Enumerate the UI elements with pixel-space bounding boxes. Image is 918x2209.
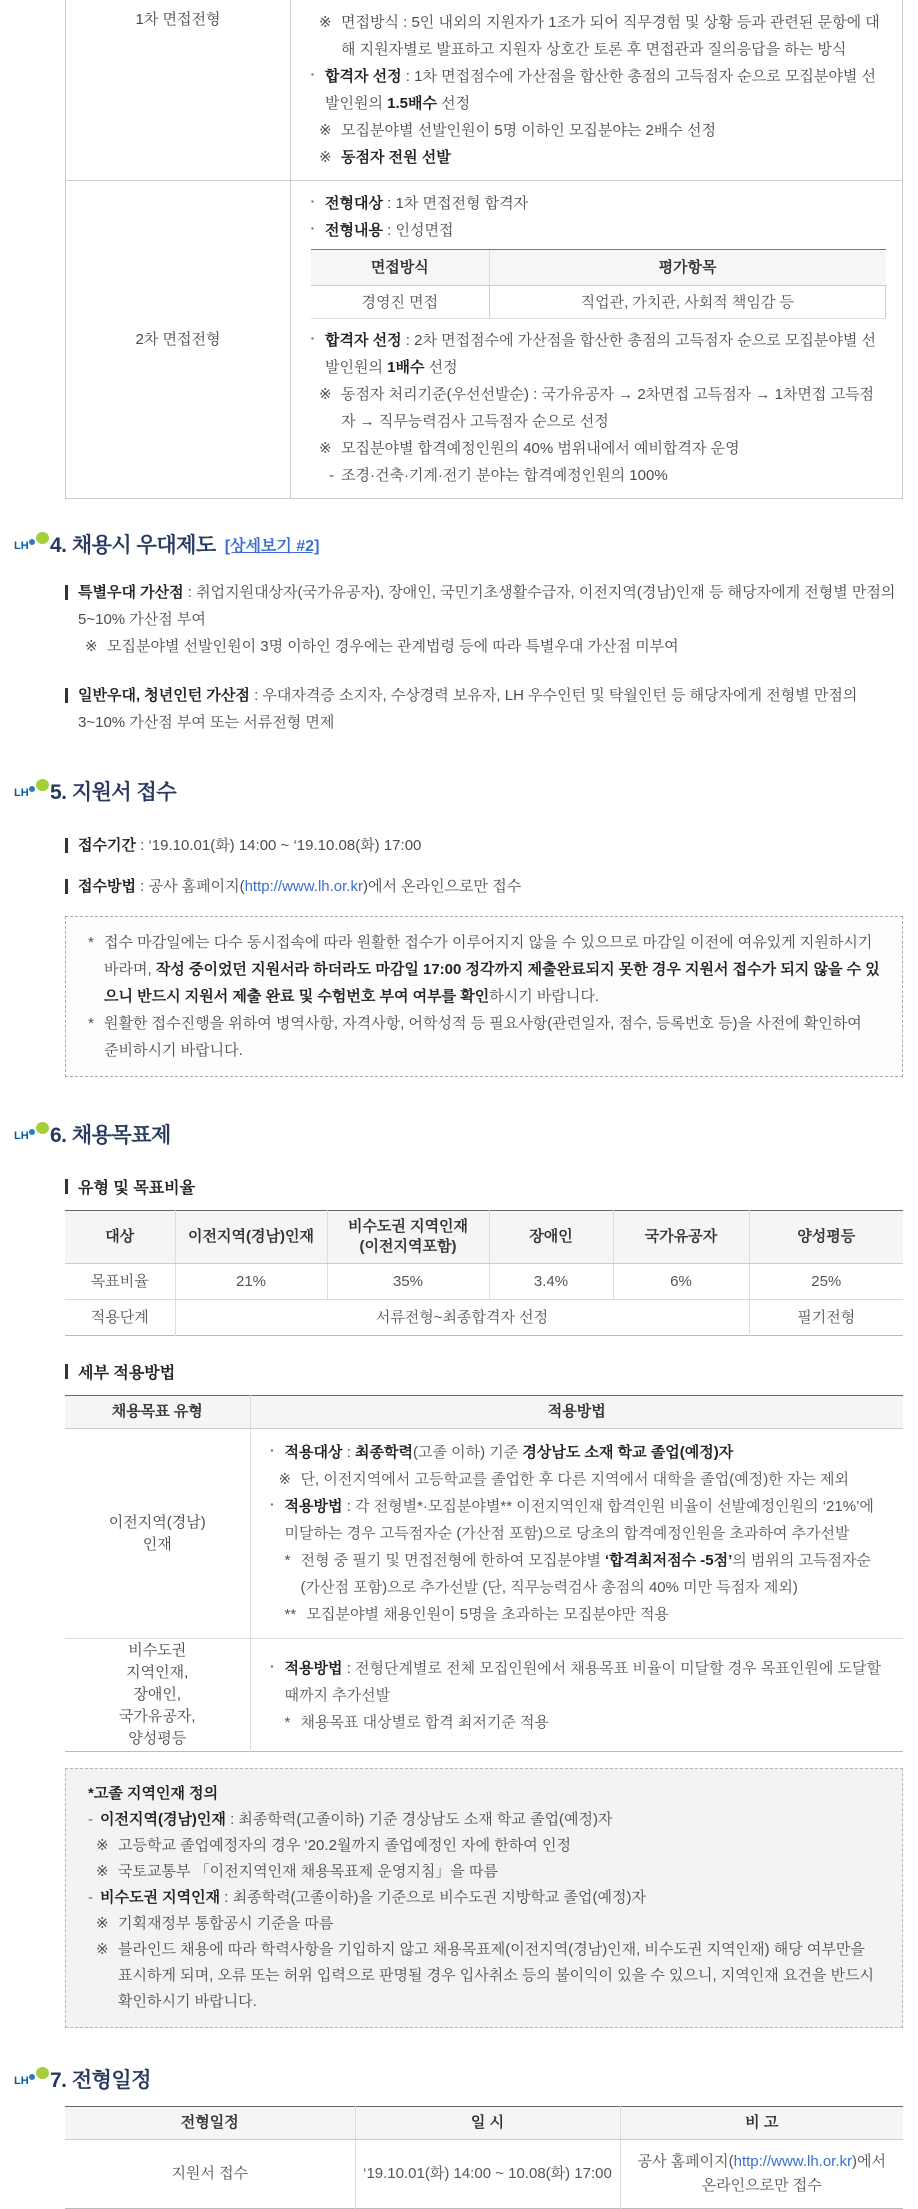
table-header-row (65, 1396, 903, 1429)
bullet-text: : 1차 면접점수에 가산점을 합산한 총점의 고득점자 순으로 모집분야별 선발인원의 (325, 68, 877, 112)
note-text: 동점자 처리기준(우선선발순) : 국가유공자 → 2차면접 고득점자 → 1차면접 고득점자 → 직무능력검사 고득점자 순으로 선정 (341, 386, 875, 430)
note-line (279, 1466, 890, 1493)
table-row (65, 2140, 903, 2209)
table-cell: 21% (175, 1264, 327, 1300)
column-header: 전형일정 (65, 2107, 355, 2140)
bullet-line (271, 1439, 890, 1466)
note-text: 기획재정부 통합공시 기준을 따름 (118, 1915, 334, 1932)
stage-content-2nd-interview (291, 181, 903, 499)
ratio-table (65, 1210, 903, 1336)
section-heading-7 (14, 2064, 918, 2096)
schedule-table (65, 2106, 903, 2209)
label-line: 양성평등 (128, 1730, 187, 1747)
note-line (96, 1833, 880, 1859)
reference-mark: ※ (319, 122, 332, 139)
bullet-text: : 1차 면접전형 합격자 (382, 195, 529, 212)
homepage-link[interactable]: http://www.lh.or.kr (244, 878, 363, 895)
remark-line: 온라인으로만 접수 (701, 2177, 822, 2194)
lh-logo-text: LH (14, 787, 29, 799)
bar-label-line (65, 682, 903, 736)
table-cell-span: 서류전형~최종합격자 선정 (175, 1300, 749, 1336)
lh-logo-icon (14, 531, 50, 561)
reference-mark: ※ (319, 386, 332, 403)
interview-stage-table (65, 0, 903, 499)
section-title: 5. 지원서 접수 (50, 781, 177, 804)
note-text: 국토교통부 「이전지역인재 채용목표제 운영지침」을 따름 (118, 1863, 498, 1880)
column-header: 이전지역(경남)인재 (175, 1211, 327, 1264)
schedule-date-cell: ‘19.10.01(화) 14:00 ~ 10.08(화) 17:00 (355, 2140, 620, 2209)
note-line (96, 1911, 880, 1937)
table-cell: 35% (327, 1264, 489, 1300)
bullet-icon: ▪ (311, 334, 314, 343)
table-cell: 경영진 면접 (311, 286, 489, 319)
bullet-text: (고졸 이하) 기준 (412, 1444, 523, 1461)
note-line (319, 117, 886, 144)
label-line: 이전지역(경남) (108, 1513, 206, 1531)
table-header-row (65, 2107, 903, 2140)
lh-logo-green-dot (36, 2067, 49, 2079)
note-text: 의 범위의 고득점자순(가산점 포함)으로 추가선발 (단, 직무능력검사 총점의 40% 미만 득점자 제외) (300, 1552, 872, 1596)
lh-logo-blue-dot (29, 2074, 35, 2080)
lh-logo-green-dot (36, 532, 49, 544)
reference-mark: ※ (96, 1837, 109, 1854)
bullet-icon: ▪ (270, 1500, 274, 1509)
note-text: 모집분야별 선발인원이 3명 이하인 경우에는 관계법령 등에 따라 특별우대 가산점 미부여 (107, 638, 679, 655)
definition-title: *고졸 지역인재 정의 (88, 1785, 219, 1802)
method-content (250, 1429, 903, 1639)
note-line (319, 144, 886, 171)
bar-label: 일반우대, 청년인턴 가산점 (78, 687, 250, 704)
notice-text: 원활한 접수진행을 위하여 병역사항, 자격사항, 어학성적 등 필요사항(관련일자, 점수, 등록번호 등)을 사전에 확인하여 준비하시기 바랍니다. (104, 1015, 862, 1059)
application-period-block (65, 832, 903, 859)
reference-mark: ※ (319, 440, 332, 457)
bold-text: 1.5배수 (387, 95, 437, 112)
column-header: 대상 (65, 1211, 175, 1264)
table-row (66, 181, 903, 499)
row-label: 적용단계 (90, 1309, 149, 1326)
note-text: 고등학교 졸업예정자의 경우 ‘20.2월까지 졸업예정인 자에 한하여 인정 (118, 1837, 571, 1854)
bullet-lead: 적용방법 (284, 1498, 343, 1515)
reference-mark: ※ (85, 638, 98, 655)
reference-mark: ※ (96, 1915, 109, 1932)
bold-text: 최종학력 (354, 1444, 413, 1461)
dash-line (88, 1885, 880, 1911)
lh-logo-blue-dot (29, 786, 35, 792)
label-line: 장애인, (133, 1686, 182, 1703)
column-header: 비 고 (620, 2107, 903, 2140)
table-cell: 25% (749, 1264, 903, 1300)
row-label-other-targets (65, 1639, 250, 1752)
table-row (65, 1639, 903, 1752)
lh-logo-icon (14, 1121, 50, 1151)
homepage-link[interactable]: http://www.lh.or.kr (733, 2153, 852, 2170)
notice-text: 하시기 바랍니다. (489, 988, 600, 1005)
regional-talent-definition-box (65, 1768, 903, 2028)
section-title: 6. 채용목표제 (50, 1124, 171, 1147)
bullet-text: : (342, 1444, 355, 1461)
bar-label-line (65, 832, 903, 859)
table-row (66, 0, 903, 181)
bullet-line (271, 1655, 890, 1709)
note-line (85, 633, 903, 660)
stage-label-2nd-interview: 2차 면접전형 (66, 181, 291, 499)
header-line: 비수도권 지역인재 (347, 1218, 469, 1235)
remark-text: )에서 (852, 2153, 886, 2170)
bar-label-rest: : 취업지원대상자(국가유공자), 장애인, 국민기초생활수급자, 이전지역(경남)인재 등 해당자에게 전형별 만점의 5~10% 가산점 부여 (78, 584, 896, 628)
column-header: 장애인 (489, 1211, 613, 1264)
double-star-note-line (285, 1601, 890, 1628)
bullet-line (271, 1493, 890, 1547)
note-text: 면접방식 : 5인 내외의 지원자가 1조가 되어 직무경험 및 상황 등과 관련된 문항에 대해 지원자별로 발표하고 지원자 상호간 토론 후 면접관과 질의응답을 하는 방식 (341, 14, 880, 58)
note-text: 단, 이전지역에서 고등학교를 졸업한 후 다른 지역에서 대학을 졸업(예정)한 자는 제외 (300, 1471, 849, 1488)
lh-logo-text: LH (14, 2075, 29, 2087)
bullet-text: : 2차 면접점수에 가산점을 합산한 총점의 고득점자 순으로 모집분야별 선발인원의 (325, 332, 877, 376)
bullet-line (311, 190, 886, 217)
bullet-lead: 전형대상 (325, 195, 383, 212)
table-header-row (65, 1211, 903, 1264)
bullet-icon: ▪ (270, 1446, 274, 1455)
note-text: 모집분야별 선발인원이 5명 이하인 모집분야는 2배수 선정 (341, 122, 716, 139)
note-line (319, 435, 886, 462)
note-text: 모집분야별 채용인원이 5명을 초과하는 모집분야만 적용 (306, 1606, 669, 1623)
detail-view-link[interactable]: [상세보기 #2] (224, 538, 320, 555)
lh-logo-text: LH (14, 540, 29, 552)
row-label: 목표비율 (65, 1264, 175, 1300)
table-row (65, 1429, 903, 1639)
bullet-text: : 인성면접 (382, 222, 454, 239)
star-note-line (285, 1709, 890, 1736)
lh-logo-icon (14, 2066, 50, 2096)
definition-lead: 이전지역(경남)인재 (100, 1811, 226, 1828)
row-label-relocation-region (65, 1429, 250, 1639)
dash-line (329, 462, 886, 489)
column-header: 면접방식 (311, 250, 489, 286)
lh-logo-text: LH (14, 1130, 29, 1142)
bullet-line (311, 63, 886, 117)
table-row (311, 286, 886, 319)
notice-text: 접수 마감일에는 다수 동시접속에 따라 원활한 접수가 이루어지지 않을 수 있으므로 마감일 이전에 여유있게 지원하시기 바라며, (104, 934, 873, 978)
dash-mark: - (88, 1889, 93, 1906)
bullet-text: 선정 (424, 359, 458, 376)
section-title: 7. 전형일정 (50, 2069, 151, 2092)
table-header-row (311, 250, 886, 286)
bullet-text: 선정 (436, 95, 471, 112)
bullet-lead: 적용대상 (284, 1444, 343, 1461)
interview-method-table (311, 249, 886, 319)
label-line: 국가유공자, (118, 1708, 196, 1725)
bullet-lead: 전형내용 (325, 222, 383, 239)
dash-text: 조경·건축·기계·전기 분야는 합격예정인원의 100% (341, 467, 668, 484)
column-header: 평가항목 (489, 250, 885, 286)
definition-text: : 최종학력(고졸이하)을 기준으로 비수도권 지방학교 졸업(예정)자 (220, 1889, 646, 1906)
schedule-remark-cell (620, 2140, 903, 2209)
dash-line (88, 1807, 880, 1833)
reference-mark: ※ (319, 149, 332, 166)
bullet-icon: ▪ (311, 70, 314, 79)
column-header: 국가유공자 (613, 1211, 749, 1264)
dash-mark: - (329, 467, 334, 484)
application-notice-box (65, 916, 903, 1077)
bar-label: 접수기간 (78, 837, 136, 854)
column-header: 양성평등 (749, 1211, 903, 1264)
bar-label: 특별우대 가산점 (78, 584, 184, 601)
method-text: : 공사 홈페이지( (135, 878, 245, 895)
bullet-icon: ▪ (311, 224, 314, 233)
table-cell: 필기전형 (749, 1300, 903, 1336)
note-text: 모집분야별 합격예정인원의 40% 범위내에서 예비합격자 운영 (341, 440, 740, 457)
definition-lead: 비수도권 지역인재 (100, 1889, 221, 1906)
note-line (319, 381, 886, 435)
star-note-line (285, 1547, 890, 1601)
definition-text: : 최종학력(고졸이하) 기준 경상남도 소재 학교 졸업(예정)자 (225, 1811, 613, 1828)
subsection-title-ratio: 유형 및 목표비율 (65, 1175, 918, 1202)
asterisk-mark: * (88, 934, 94, 951)
bullet-lead: 적용방법 (284, 1659, 343, 1677)
column-header: 적용방법 (250, 1396, 903, 1429)
note-line (319, 9, 886, 63)
header-line: (이전지역포함) (359, 1238, 457, 1255)
label-line: 지역인재, (126, 1664, 189, 1681)
table-row (65, 1264, 903, 1300)
asterisk-mark: * (88, 1015, 94, 1032)
stage-label-1st-interview: 1차 면접전형 (66, 0, 291, 181)
general-preference-block (65, 682, 903, 736)
reference-mark: ※ (96, 1941, 109, 1958)
lh-logo-green-dot (36, 1122, 49, 1134)
bullet-icon: ▪ (270, 1661, 274, 1671)
bold-text: 1배수 (387, 359, 425, 376)
bold-text: ‘합격최저점수 -5점’ (604, 1552, 733, 1569)
note-line (96, 1937, 880, 2015)
table-row (65, 1300, 903, 1336)
table-cell: 6% (613, 1264, 749, 1300)
column-header (327, 1211, 489, 1264)
bar-label: 접수방법 (78, 878, 136, 895)
reference-mark: ※ (319, 14, 332, 31)
lh-logo-blue-dot (29, 1129, 35, 1135)
section-heading-5 (14, 776, 918, 808)
bullet-line (311, 327, 886, 381)
remark-line (625, 2150, 900, 2174)
bar-label-rest: : 우대자격증 소지자, 수상경력 보유자, LH 우수인턴 및 탁월인턴 등 해당자에게 전형별 만점의 3~10% 가산점 부여 또는 서류전형 면제 (78, 687, 858, 731)
lh-logo-blue-dot (29, 539, 35, 545)
double-asterisk-mark: ** (284, 1606, 297, 1623)
subsection-title-method: 세부 적용방법 (65, 1360, 918, 1387)
method-table (65, 1395, 903, 1752)
bullet-lead: 합격자 선정 (325, 68, 402, 85)
definition-title-line (88, 1781, 880, 1807)
table-cell: 3.4% (489, 1264, 613, 1300)
reference-mark: ※ (96, 1863, 109, 1880)
method-text: )에서 온라인으로만 접수 (362, 878, 522, 895)
star-note-line (88, 1010, 880, 1064)
bar-label-line (65, 873, 903, 900)
bold-text: 작성 중이었던 지원서라 하더라도 마감일 17:00 정각까지 제출완료되지 못한 경우 지원서 접수가 되지 않을 수 있으니 반드시 지원서 제출 완료 및 수험번호 부여 여부를 확인 (104, 961, 880, 1005)
column-header: 채용목표 유형 (65, 1396, 250, 1429)
method-content (250, 1639, 903, 1752)
section-heading-6 (14, 1119, 918, 1151)
section-title: 4. 채용시 우대제도 (50, 534, 216, 557)
dash-mark: - (88, 1811, 93, 1828)
section-heading-4 (14, 529, 918, 561)
note-text: 채용목표 대상별로 합격 최저기준 적용 (300, 1713, 550, 1731)
bullet-lead: 합격자 선정 (325, 332, 402, 349)
bullet-text: : 각 전형별*·모집분야별** 이전지역인재 합격인원 비율이 선발예정인원의 ‘21%’에 미달하는 경우 고득점자순 (가산점 포함)으로 당초의 합격예정인원을 초과하여 추가선발 (284, 1498, 874, 1542)
special-preference-block (65, 579, 903, 660)
star-note-line (88, 929, 880, 1010)
note-text: 동점자 전원 선발 (341, 149, 451, 166)
bullet-text: : 전형단계별로 전체 모집인원에서 채용목표 비율이 미달할 경우 목표인원에 도달할 때까지 추가선발 (284, 1659, 881, 1704)
bullet-line (311, 217, 886, 244)
schedule-step-cell: 지원서 접수 (171, 2165, 249, 2182)
lh-logo-green-dot (36, 779, 49, 791)
note-text: 블라인드 채용에 따라 학력사항을 기입하지 않고 채용목표제(이전지역(경남)인재, 비수도권 지역인재) 해당 여부만을 표시하게 되며, 오류 또는 허위 입력으로 판명될 경우 입사취소 등의 불이익이 있을 수 있으니, 지역인재 요건을 반드시 확인하시기 바랍니다. (118, 1941, 875, 2010)
label-line: 인재 (142, 1535, 172, 1553)
stage-content-1st-interview (291, 0, 903, 181)
asterisk-mark: * (284, 1552, 291, 1569)
bar-label-line (65, 579, 903, 633)
bold-text: 경상남도 소재 학교 졸업(예정)자 (522, 1444, 734, 1461)
asterisk-mark: * (284, 1713, 291, 1731)
period-value: : ‘19.10.01(화) 14:00 ~ ‘19.10.08(화) 17:00 (135, 837, 422, 854)
application-method-block (65, 873, 903, 900)
lh-logo-icon (14, 778, 50, 808)
column-header: 일 시 (355, 2107, 620, 2140)
bullet-icon: ▪ (311, 197, 314, 206)
note-text: 전형 중 필기 및 면접전형에 한하여 모집분야별 (300, 1552, 605, 1569)
reference-mark: ※ (278, 1471, 292, 1488)
table-cell: 직업관, 가치관, 사회적 책임감 등 (489, 286, 885, 319)
remark-text: 공사 홈페이지( (637, 2153, 734, 2170)
label-line: 비수도권 (128, 1642, 187, 1659)
note-line (96, 1859, 880, 1885)
